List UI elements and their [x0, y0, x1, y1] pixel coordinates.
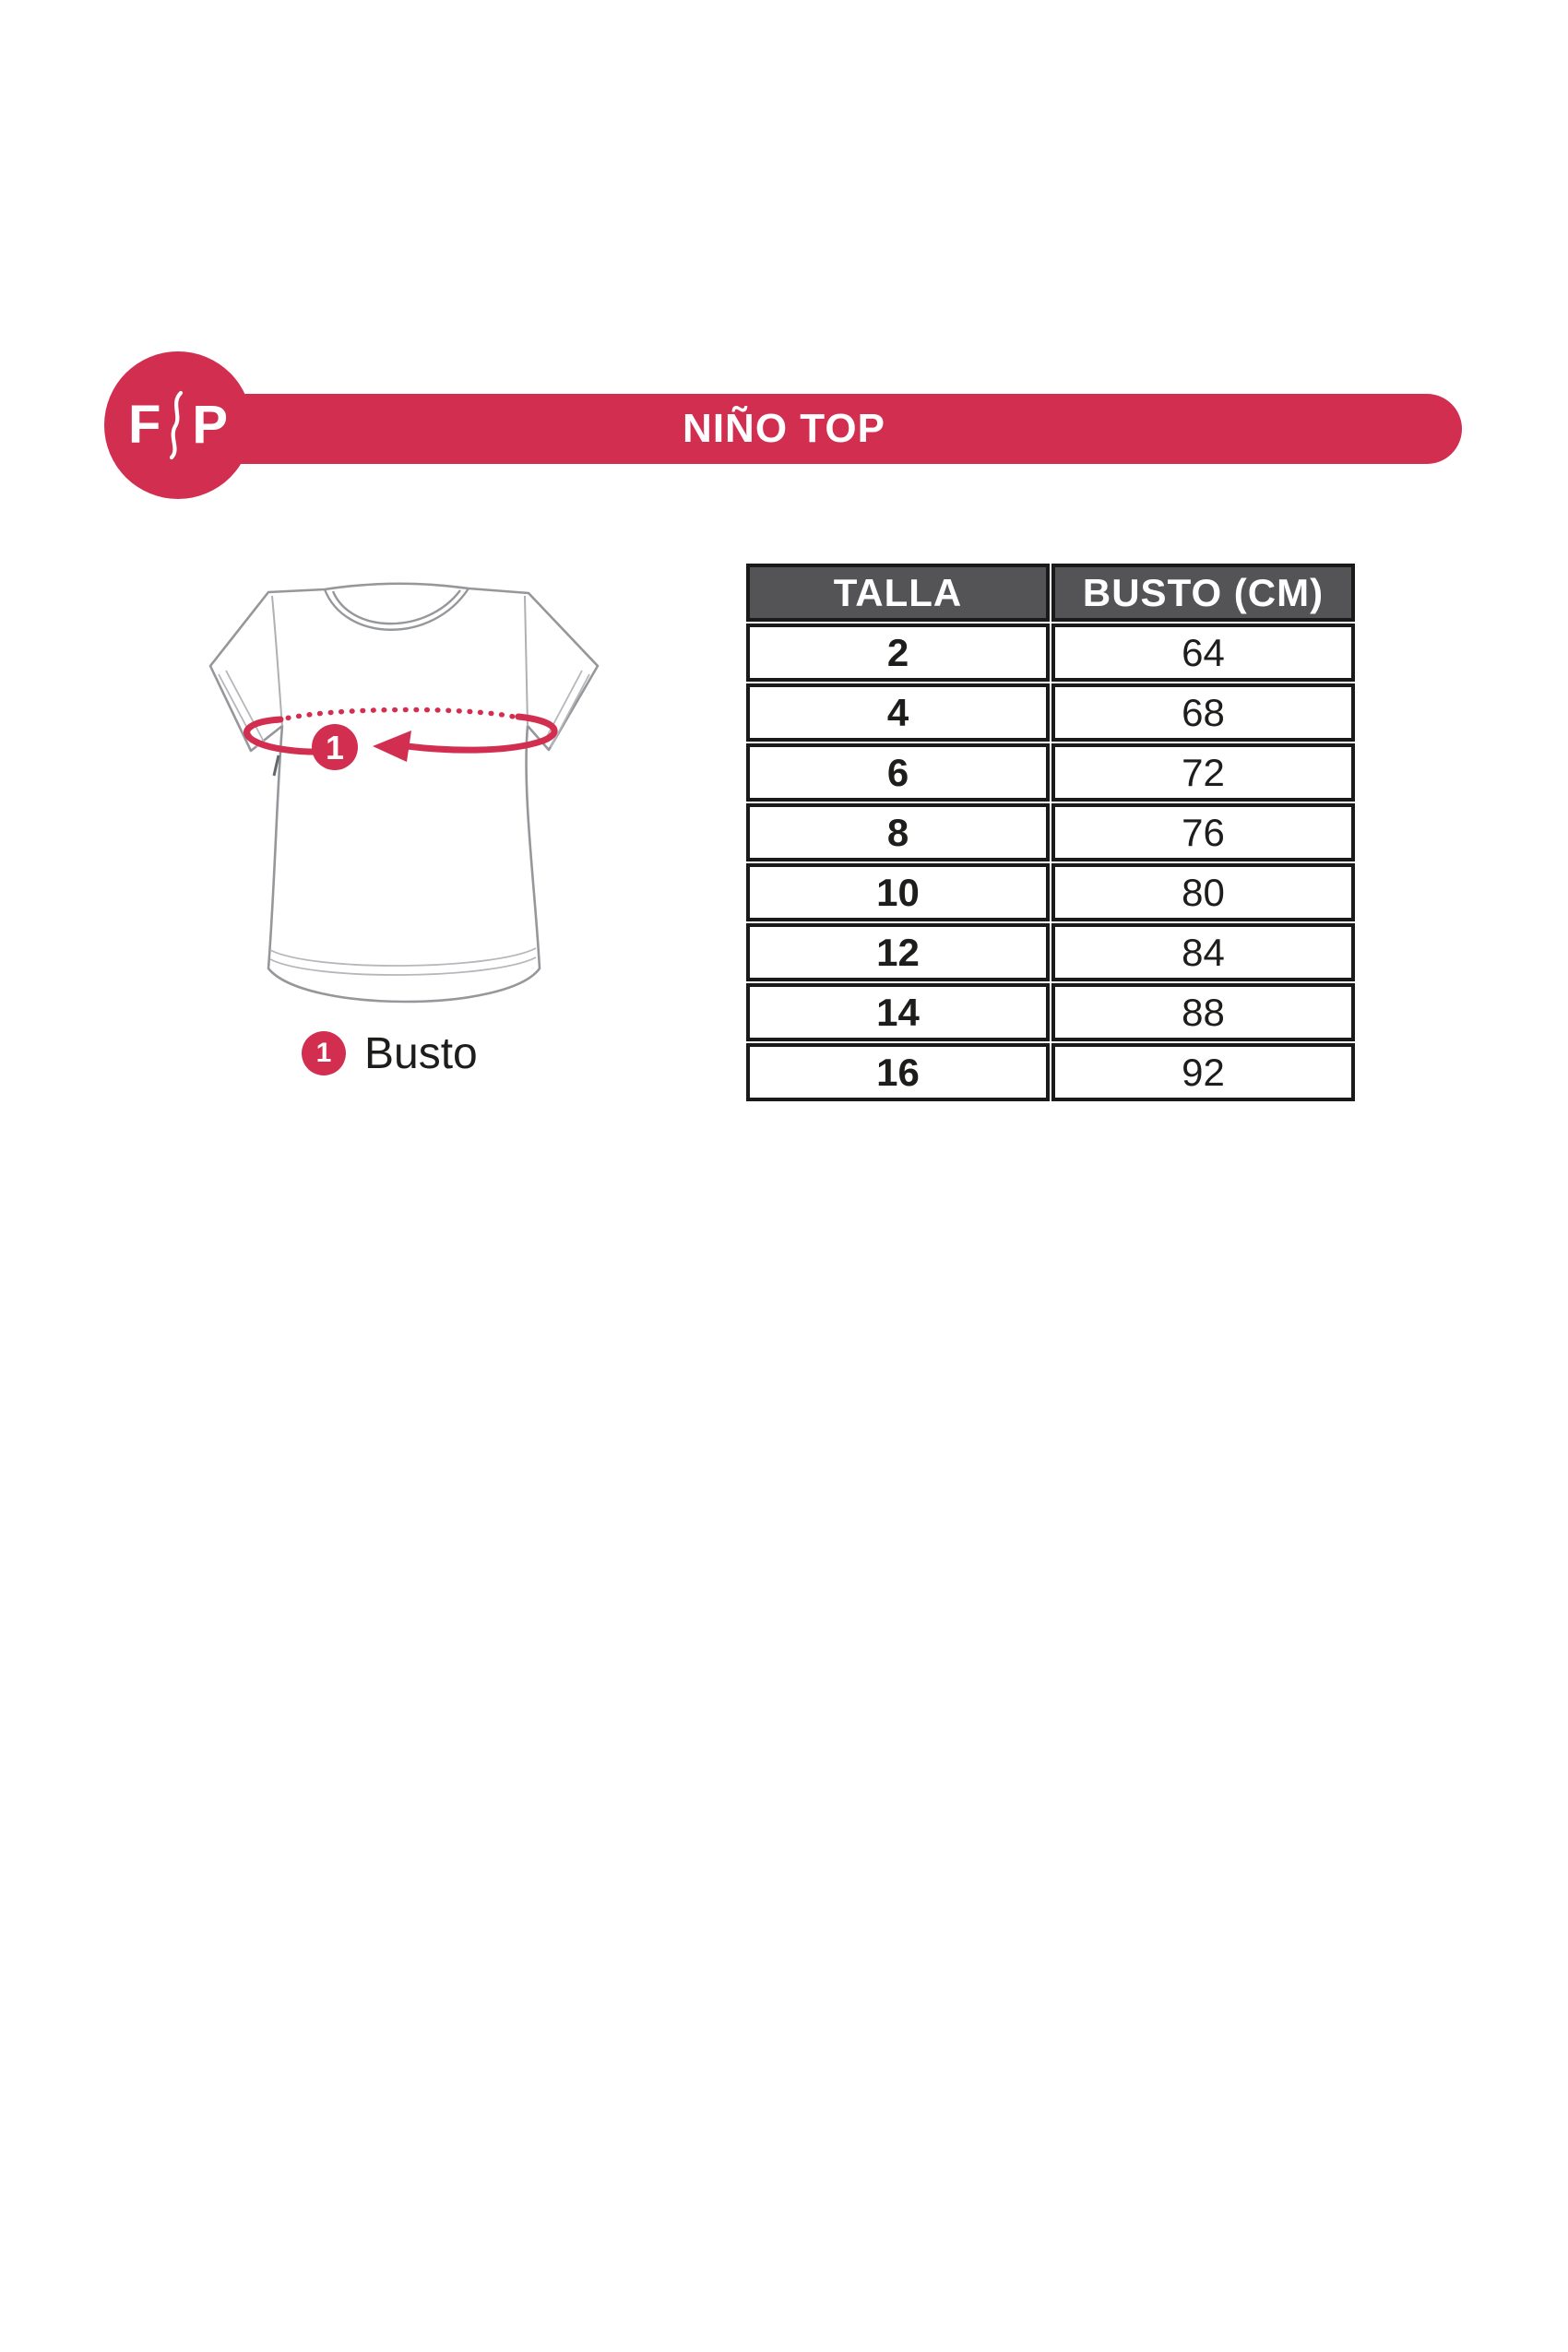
table-row: [746, 983, 1355, 1041]
table-row: [746, 803, 1355, 861]
talla-cell: 4: [746, 683, 1050, 742]
busto-cell: 72: [1051, 743, 1355, 802]
busto-cell: 84: [1051, 923, 1355, 981]
busto-cell: 88: [1051, 983, 1355, 1041]
busto-cell: 68: [1051, 683, 1355, 742]
legend-marker-badge: 1: [302, 1031, 346, 1075]
size-table-header-row: [746, 564, 1355, 622]
busto-cell: 76: [1051, 803, 1355, 861]
logo-squiggle-icon: [166, 390, 186, 460]
page-title: NIÑO TOP: [683, 406, 885, 451]
tshirt-diagram: [198, 561, 613, 1022]
column-header-busto: BUSTO (CM): [1051, 564, 1355, 622]
table-row: [746, 1043, 1355, 1101]
logo-letter-f: F: [127, 395, 161, 455]
bust-measure-dotted-arc: [278, 709, 521, 720]
tshirt-hem-stitching: [270, 948, 536, 975]
bust-measure-arrow-line: [407, 717, 554, 750]
logo-letter-p: P: [192, 395, 229, 455]
talla-cell: 2: [746, 624, 1050, 682]
table-row: [746, 923, 1355, 981]
talla-cell: 14: [746, 983, 1050, 1041]
talla-cell: 16: [746, 1043, 1050, 1101]
busto-cell: 80: [1051, 863, 1355, 921]
tshirt-outline: [210, 584, 598, 1002]
table-row: [746, 863, 1355, 921]
talla-cell: 8: [746, 803, 1050, 861]
size-table: [744, 562, 1357, 1103]
column-header-talla: TALLA: [746, 564, 1050, 622]
brand-logo: [104, 351, 252, 499]
tshirt-armhole-seams: [272, 596, 528, 726]
table-row: [746, 743, 1355, 802]
talla-cell: 6: [746, 743, 1050, 802]
tshirt-side-seam-mark: [274, 755, 279, 776]
table-row: [746, 624, 1355, 682]
tshirt-collar: [325, 588, 469, 630]
busto-cell: 92: [1051, 1043, 1355, 1101]
busto-cell: 64: [1051, 624, 1355, 682]
bust-measure-arrowhead: [373, 731, 411, 762]
legend: [302, 1030, 478, 1076]
legend-label: Busto: [364, 1028, 478, 1078]
bust-marker-number: 1: [325, 729, 345, 766]
talla-cell: 12: [746, 923, 1050, 981]
talla-cell: 10: [746, 863, 1050, 921]
table-row: [746, 683, 1355, 742]
